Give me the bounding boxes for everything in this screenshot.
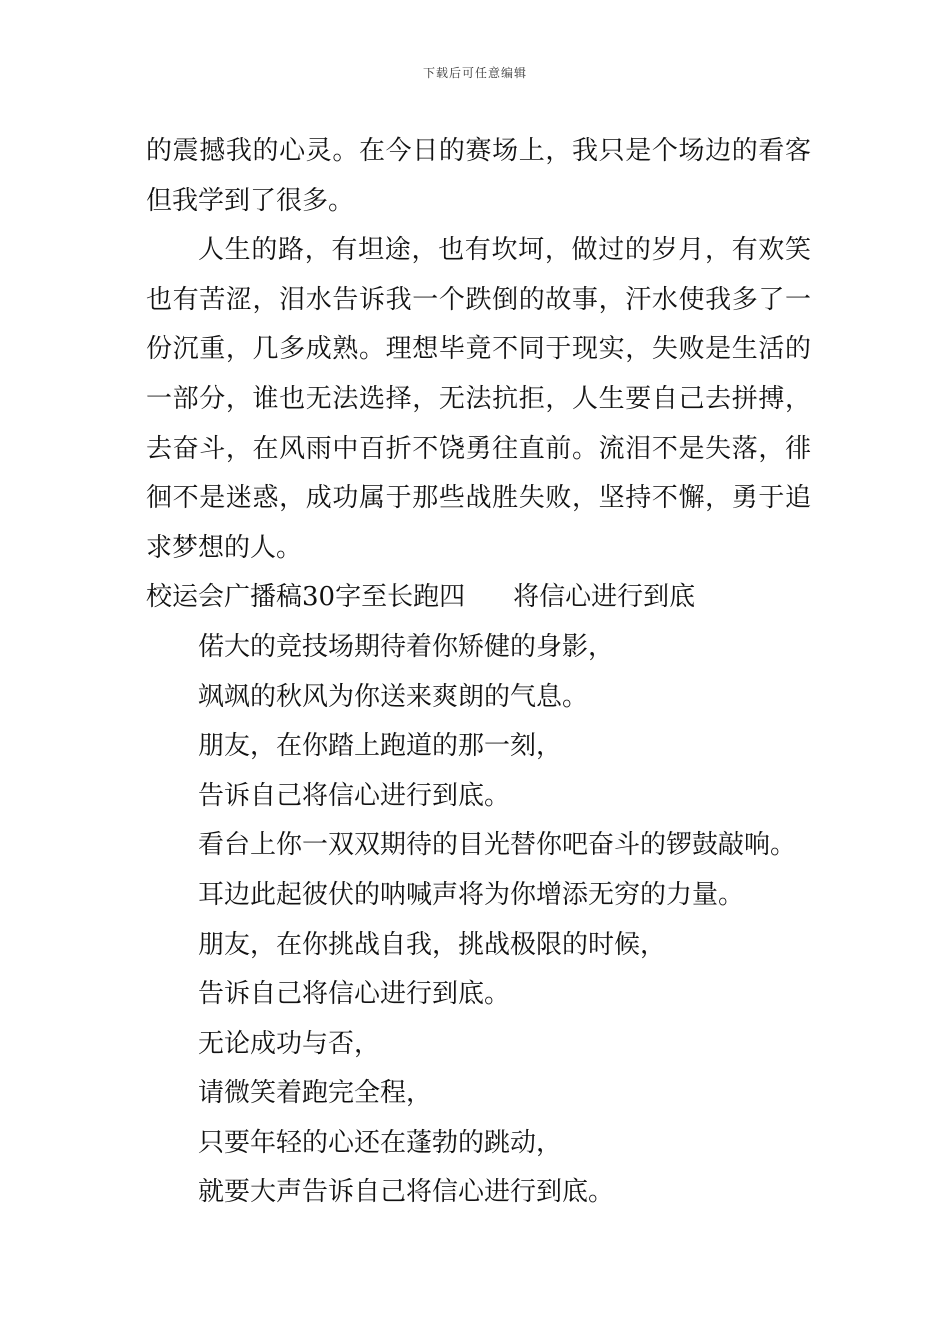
poem-line: 只要年轻的心还在蓬勃的跳动， <box>198 1127 563 1158</box>
poem-line: 飒飒的秋风为你送来爽朗的气息。 <box>198 681 589 712</box>
document-body <box>146 127 811 1218</box>
paragraph-line: 份沉重，几多成熟。理想毕竟不同于现实，失败是生活的 <box>146 334 811 365</box>
section-heading-subtitle: 将信心进行到底 <box>513 582 696 613</box>
paragraph-line: 的震撼我的心灵。在今日的赛场上，我只是个场边的看客 <box>146 136 811 166</box>
paragraph-line: 一部分，谁也无法选择，无法抗拒，人生要自己去拼搏， <box>146 383 811 414</box>
poem-line: 朋友，在你挑战自我，挑战极限的时候， <box>198 929 667 960</box>
poem-line: 请微笑着跑完全程， <box>198 1078 433 1109</box>
paragraph-line: 求梦想的人。 <box>146 532 303 563</box>
poem-line: 告诉自己将信心进行到底。 <box>198 780 511 811</box>
section-heading-title: 校运会广播稿30字至长跑四 <box>146 582 466 613</box>
paragraph-line: 人生的路，有坦途，也有坎坷，做过的岁月，有欢笑 <box>198 235 811 266</box>
poem-line: 无论成功与否， <box>198 1028 381 1059</box>
poem-line: 耳边此起彼伏的呐喊声将为你增添无穷的力量。 <box>198 879 745 910</box>
poem-line: 朋友，在你踏上跑道的那一刻， <box>198 731 563 762</box>
section-heading <box>146 573 811 623</box>
poem <box>146 623 811 1218</box>
poem-line: 看台上你一双双期待的目光替你吧奋斗的锣鼓敲响。 <box>198 830 797 861</box>
poem-line: 告诉自己将信心进行到底。 <box>198 979 511 1010</box>
paragraph-line: 徊不是迷惑，成功属于那些战胜失败，坚持不懈，勇于追 <box>146 483 811 514</box>
page-header: 下载后可任意编辑 <box>422 66 527 80</box>
paragraph-2 <box>146 226 811 573</box>
poem-line: 偌大的竞技场期待着你矫健的身影， <box>198 631 615 662</box>
paragraph-line: 也有苦涩，泪水告诉我一个跌倒的故事，汗水使我多了一 <box>146 284 811 315</box>
paragraph-1 <box>146 127 811 226</box>
poem-line: 就要大声告诉自己将信心进行到底。 <box>198 1177 615 1208</box>
paragraph-line: 去奋斗，在风雨中百折不饶勇往直前。流泪不是失落，徘 <box>146 433 811 464</box>
paragraph-line: 但我学到了很多。 <box>146 185 355 216</box>
